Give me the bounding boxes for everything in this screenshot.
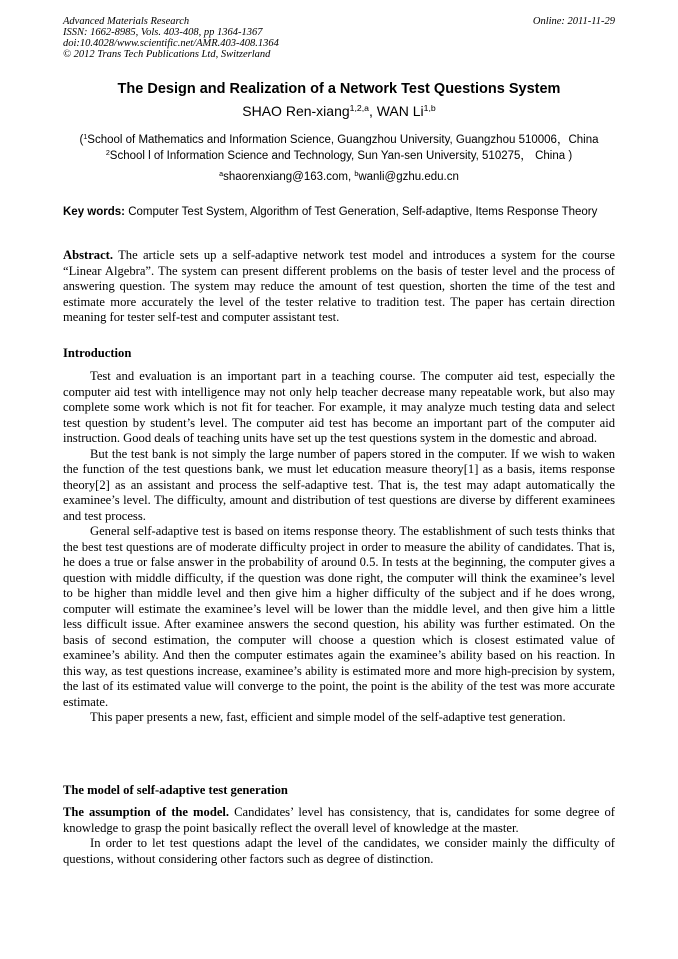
model-heading: The model of self-adaptive test generation [63,783,288,797]
assumption-text: Candidates’ level has consistency, that is, candidates for some degree of knowledge to grasp the point basically reflect the overall level of knowledge at the master. [63,805,615,835]
abstract-text: The article sets up a self-adaptive network test model and introduces a system for the course “Linear Algebra”. The system can present different problems on the basis of tester level and the process of answering question. The system may reduce the amount of test question, shorten the time of the test and estimate more accurately the level of the tester relative to tradition test. The paper has certain direction meaning for tester self-test and computer assistant test. [63,248,615,324]
affil-1-text: School of Mathematics and Information Science, Guangzhou University, Guangzhou 510006，China [87,134,599,146]
email-b-sup: b [354,170,359,179]
issn-line: ISSN: 1662-8985, Vols. 403-408, pp 1364-1367 [63,27,263,38]
email-a-sup: a [219,170,224,179]
keywords-text: Computer Test System, Algorithm of Test Generation, Self-adaptive, Items Response Theory [125,206,598,218]
author-line [63,102,615,120]
paper-title: The Design and Realization of a Network Test Questions System [117,81,561,97]
affil-open-paren: ( [79,134,84,146]
doi-line: doi:10.4028/www.scientific.net/AMR.403-408.1364 [63,38,279,49]
intro-paragraph-1: Test and evaluation is an important part in a teaching course. The computer aid test, especially the computer aid test with intelligence may not only help teacher decrease many repeatable work, but also may complete some work which is not fit for teacher. For example, it may analyze much testing data and select test question by student’s level. The computer aid test has become an important part of the computer aid instruction. Good deals of teaching units have set up the test questions system in the domestic and abroad. [63,369,615,445]
author-2-affil-sup: 1,b [423,103,436,114]
copyright-line: © 2012 Trans Tech Publications Ltd, Switzerland [63,49,271,60]
affiliations [63,132,615,164]
author-2-name: WAN Li [376,103,424,119]
journal-header [63,16,615,60]
affil-2-sup: 2 [105,149,110,158]
assumption-label: The assumption of the model. [63,805,230,819]
introduction-section [63,369,615,726]
affil-2-text: School l of Information Science and Technology, Sun Yan-sen University, 510275， China ) [109,150,573,162]
author-1-affil-sup: 1,2,a [349,103,369,114]
author-1-name: SHAO Ren-xiang [242,103,350,119]
intro-paragraph-3: General self-adaptive test is based on items response theory. The establishment of such tests thinks that the best test questions are of moderate difficulty project in order to measure the ability of candidates. That is, he does a true or false answer in the probability of around 0.5. In tests at the beginning, the computer gives a question with middle difficulty, if the question was done right, the computer will think the examinee’s level to be higher than middle level and then give him a higher difficulty of the subject and if he does wrong, computer will estimate the examinee’s level will be lower than the middle level, and then give him a little less difficult issue. After examinee answers the second question, his ability was further estimated. On the basis of second estimation, the computer will choose a question which is closest estimated value of examinee’s ability. And then the computer estimates again the examinee’s ability based on his reaction. In this way, as test questions increase, examinee’s ability is estimated more and more high-precision by system, the last of its estimated value will converge to the point, the point is the ability of the test was more accurate estimate. [63,524,615,709]
abstract-label: Abstract. [63,248,114,262]
email-a: shaorenxiang@163.com, [223,171,355,183]
journal-name: Advanced Materials Research [63,16,190,27]
keywords-label: Key words: [63,206,125,218]
model-paragraph-2: In order to let test questions adapt the level of the candidates, we consider mainly the difficulty of questions, without considering other factors such as degree of distinction. [63,836,615,866]
affil-1-sup: 1 [83,133,88,142]
author-separator: , [368,103,377,119]
intro-paragraph-4: This paper presents a new, fast, efficient and simple model of the self-adaptive test generation. [90,710,566,724]
online-date: Online: 2011-11-29 [532,16,615,27]
introduction-heading: Introduction [63,346,132,360]
email-b: wanli@gzhu.edu.cn [358,171,459,183]
keywords-block [63,205,615,219]
abstract-block [63,248,615,326]
email-line [63,169,615,185]
assumption-paragraph [63,805,615,836]
model-section [63,805,615,867]
intro-paragraph-2: But the test bank is not simply the large number of papers stored in the computer. If we wish to waken the function of the test questions bank, we must let education measure theory[1] as a basis, items response theory[2] as an assistant and process the self-adaptive test. That is, the test may adapt automatically the examinee’s level. The difficulty, amount and distribution of test questions are diverse by different examinees and test process. [63,446,615,523]
